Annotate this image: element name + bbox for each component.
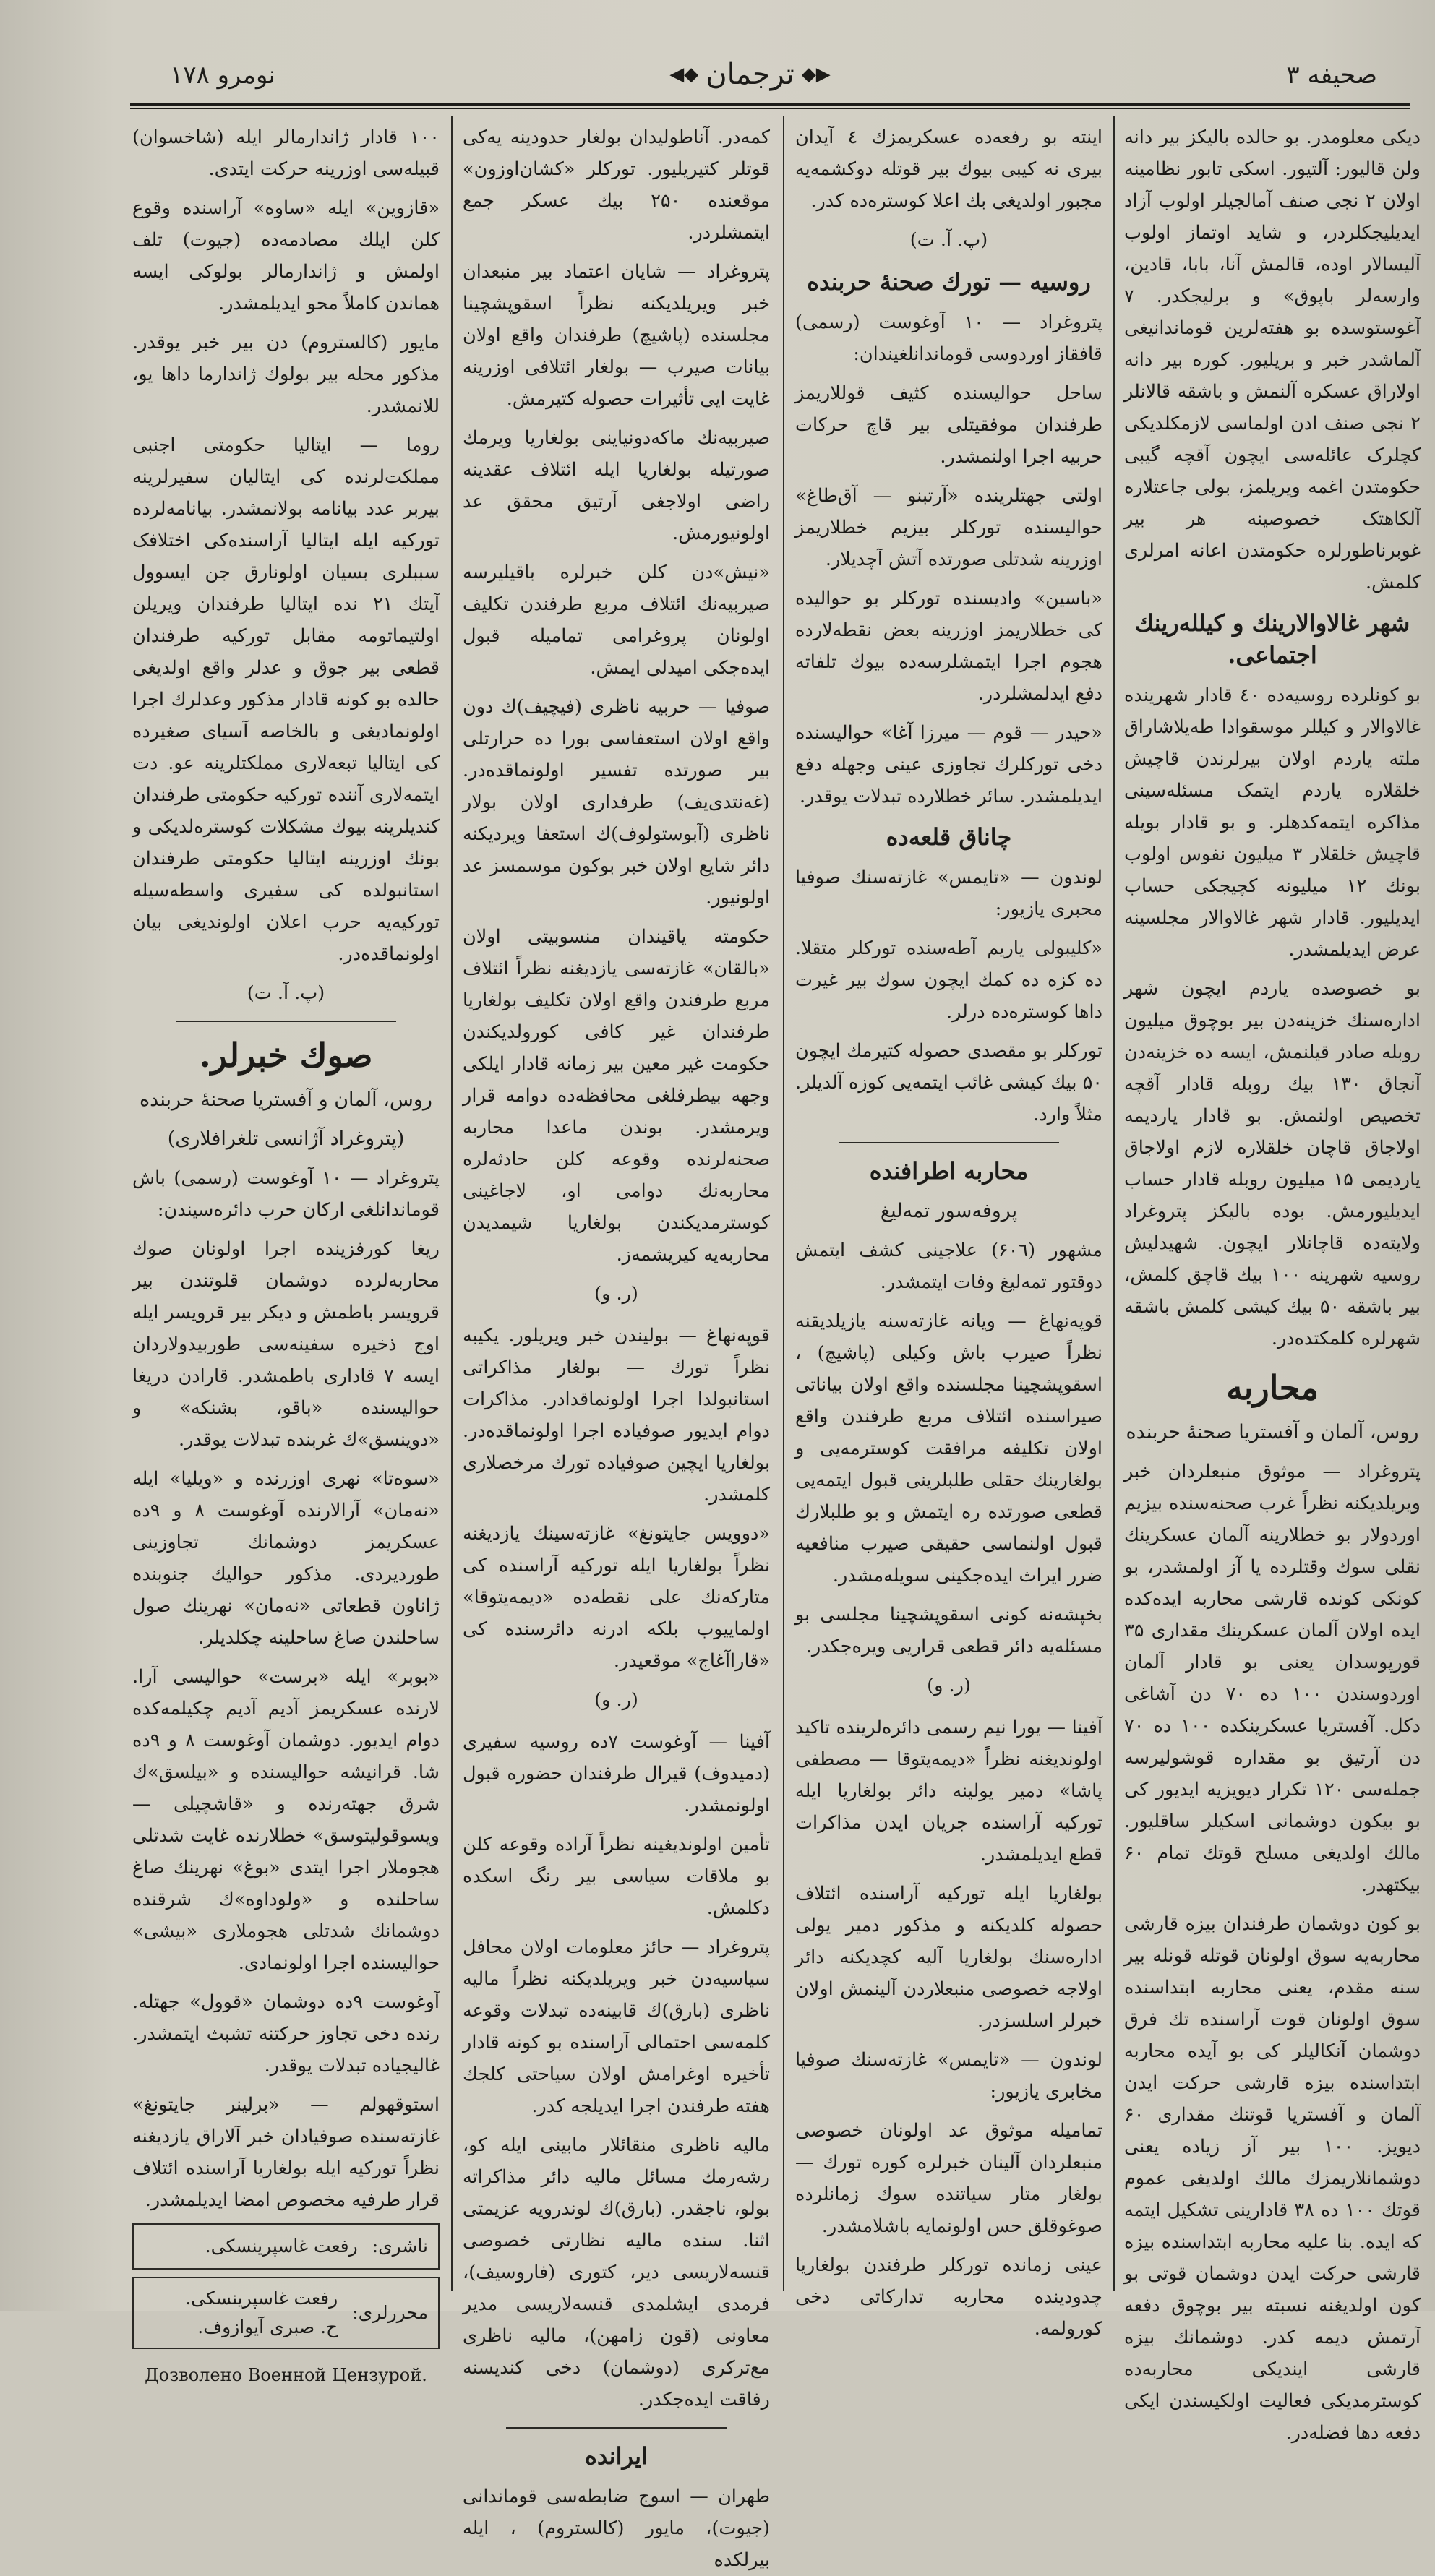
article-paragraph: صیربیه‌نك ماکه‌دونیاینی بولغاریا ویرمك صورتیله بولغاریا ایله ائتلاف عقدینه راضی اولاجغی آرتیق محقق عد اولونیورمش. xyxy=(463,427,770,544)
article-paragraph: روما — ایتالیا حکومتی اجنبی مملکت‌لرنده کی ایتالیان سفیرلرینه بیربر عدد بیانامه بولانمشدر. بیانامه‌لرده تورکیه ایله ایتالیا آراسنده‌کی اختلافک سببلری بسیان اولونارق جن ایسوول آیتك ۲۱ نده ایتالیا طرفندان ویریلن اولتیماتومه مقابل تورکیه طرفندان قطعی بیر جوق و عدلر واقع اولدیغی حالده بو کونه قادار مذکور وعدلرك اجرا اولونمادیغی و بالخاصه آسیای صغیرده کی ایتالیا تبعه‌لاری مملکتلرینه عو. دت ایتمه‌لاری آننده تورکیه حکومتی طرفندان کندیلرینه بیوك مشکلات کوستره‌لدیکی و بونك اوزرینه ایتالیا حکومتی طرفندان استانبولده کی سفیری واسطه‌سیله تورکیه‌یه حرب اعلان اولوندیغی بیان اولونماقده‌در. xyxy=(132,434,440,965)
editor-name: ح. صبری آیوازوف. xyxy=(197,2317,338,2337)
article-paragraph: آفینا — یورا نیم رسمی دائره‌لرینده تاکید اولوندیغنه نظراً «دیمه‌یتوقا — مصطفی پاشا» دمیر یولینه دائر بولغاریا ایله تورکیه آراسنده جریان ایدن مذاکرات قطع ایدیلمشدر. xyxy=(795,1717,1102,1866)
column-divider xyxy=(783,116,784,2291)
article-paragraph: پتروغراد — موثوق منبعلردان خبر ویریلدیکنه نظراً غرب صحنه‌سنده بیزیم اوردولار بو خطلارینه آلمان عسکرینك نقلی سوك وقتلرده یا آز اولمشدر، بو کونکی کونده قارشی محاربه ایده‌کده ایده اولان آلمان عسکرینك مقداری ۳۵ قورپوسدان یعنی بو قادار آلمان اوردوسندن ۱۰۰ ده ۷۰ دن آشاغی دکل. آفستریا عسکرینکده ۱۰۰ ده ۷۰ دن آرتیق بو مقداره قوشولیرسه جمله‌سی ۱۲۰ تکرار دیویزیه ایدیور کی بو بیکون دوشمانی اسکیلر ساقلیور. مالك اولدیغی مسلح قوتك تمام ۶۰ بیکتهدر. xyxy=(1124,1461,1421,1896)
source-signature: (ر. و) xyxy=(927,1675,971,1696)
masthead xyxy=(108,58,1392,101)
article-paragraph: تورکلر بو مقصدی حصوله کتیرمك ایچون ۵۰ بیك کیشی غائب ایتمه‌یی کوزه آلدیلر. مثلاً وارد. xyxy=(795,1040,1102,1125)
censorship-note: Дозволено Военной Цензурой. xyxy=(145,2365,427,2385)
article-paragraph: آفینا — آوغوست ۷ده روسیه سفیری (دمیدوف) قیرال طرفندان حضوره قبول اولونمشدر. xyxy=(463,1731,770,1816)
article-paragraph: طهران — اسوج ضابطه‌سی قوماندانی (جیوت)، مایور (کالستروم) ، ایله بیرلکده xyxy=(463,2486,770,2571)
article-paragraph: «بوبر» ایله «برست» حوالیسی آرا. لارنده عسکریمز آدیم آدیم چکیلمه‌کده دوام ایدیور. دوشمان آوغوست ۸ و ۹ده شا. قرانیشه حوالیسنده و «بیلسق»ك شرق جهته‌رنده و «قاشچیلی — ویسوقولیتوسق» خطلارنده غایت شدتلی هجوملار اجرا ایتدی «بوغ» نهرینك صاغ ساحلنده و «ولوداوه»ك شرقنده دوشمانك شدتلی هجوملاری «بیشی» حوالیسنده اجرا اولونمادی. xyxy=(132,1666,440,1974)
column-1 xyxy=(1124,121,1421,2444)
section-subheading: پروفه‌سور تمه‌لیغ xyxy=(880,1200,1018,1222)
article-paragraph: «کلیبولی یاریم آطه‌سنده تورکلر متقلا. ده کزه ده کمك ایچون سوك بیر غیرت داها کوستره‌ده درلر. xyxy=(795,937,1102,1023)
article-paragraph: دیکی معلومدر. بو حالده بالیکز بیر دانه ولن قالیور: آلتیور. اسکی تابور نظامینه اولان ۲ نجی صنف آمالجیلر اولوب آزاد ایدیلیجکلردر، و شاید اوتماز اولوب آلیسالار اوده، قالمش آنا، بابا، قادین، وارسه‌لر باپوق» و برلیجکدر. ۷ آغوستوسده بو هفته‌لرین قوماندانیغی آلماشدر خبر و بریلیور. کوره بیر دانه اولاراق عسکره آلنمش و باشقه قالانلر ۲ نجی صنف ادن اولماسی لازمکلدیکی کچلرک عائله‌سی ایچون آقچه گیبی حکومتدن اغمه ویریلمز، بولی جاعتلاره آلکاهتک خصوصینه هر بیر غوبرناطورلره حکومتدن اعانه امرلری کلمش. xyxy=(1124,126,1421,593)
article-paragraph: «دوویس جایتونغ» غازته‌سینك یازدیغنه نظراً بولغاریا ایله تورکیه آراسنده کی متارکه‌نك علی نقطه‌ده «دیمه‌یتوقا» اولماییوب بلکه ادرنه دائرسنده کی «قاراآغاج» موقعیدر. xyxy=(463,1523,770,1672)
source-signature: (ر. و) xyxy=(594,1689,638,1711)
issue-number: نومرو ۱۷۸ xyxy=(170,61,276,90)
section-heading-latest-news: صوك خبرلر. xyxy=(199,1036,373,1075)
source-signature: (ر. و) xyxy=(594,1283,638,1305)
article-paragraph: لوندون — «تایمس» غازته‌سنك صوفیا محبری یازیور: xyxy=(795,867,1102,920)
source-signature: (پ. آ. ت) xyxy=(909,229,988,251)
article-paragraph: صوفیا — حربیه ناظری (فیچیف)ك دون واقع اولان استعفاسی بورا ده حرارتلی بیر صورتده تفسیر اولونماقده‌در. (غه‌نتدی‌یف) طرفداری اولان بولار ناظری (آبوستولوف)ك استعفا ویردیکنه دائر شایع اولان خبر بوکون موسمسز عد اولونیور. xyxy=(463,696,770,909)
article-paragraph: ۱۰۰ قادار ژاندارمالر ایله (شاخسوان) قبیله‌سی اوزرینه حرکت ایتدی. xyxy=(132,126,440,180)
section-heading: شهر غالاوالارینك و کیلله‌رینك اجتماعی. xyxy=(1134,609,1410,669)
article-paragraph: آوغوست ۹ده دوشمان «قوول» جهتله. رنده دخی تجاوز حرکتنه تشبث ایتمشدر. غالیجیاده تبدلات یوقدر. xyxy=(132,1991,440,2077)
editors-box xyxy=(132,2277,440,2349)
divider-rule xyxy=(506,2427,727,2429)
article-paragraph: کمه‌در. آناطولیدان بولغار حدودینه یه‌کی قوتلر کتیریلیور. تورکلر «کشان‌اوزون» موقعنده ۲۵۰ بیك عسکر جمع ایتمشلردر. xyxy=(463,126,770,244)
article-paragraph: ریغا کورفزینده اجرا اولونان صوك محاربه‌لرده دوشمان قلوتندن بیر قرویسر باطمش و دیکر بیر قرویسر ایله اوج ذخیره سفینه‌سی طوربیدولاردان ایسه ۷ قاداری باطمشدر. قارادن دریغا حوالیسنده «باقو، بشنکه» و «دوینسق»ك غربنده تبدلات یوقدر. xyxy=(132,1238,440,1451)
section-heading-war: محاربه xyxy=(1225,1368,1319,1407)
section-heading: ایرانده xyxy=(585,2442,648,2470)
editors-label: محررلری: xyxy=(352,2302,428,2323)
page-number: صحیفه ۳ xyxy=(1286,61,1377,90)
source-signature: (پ. آ. ت) xyxy=(247,982,325,1004)
article-paragraph: تمامیله موثوق عد اولونان خصوصی منبعلردان آلینان خبرلره کوره تورك — بولغار متار سیاتنده سوك زمانلرده صوغوقلق حس اولونمایه باشلامشدر. xyxy=(795,2120,1102,2237)
article-paragraph: «نیش»دن کلن خبرلره باقیلیرسه صیربیه‌نك ائتلاف مربع طرفندن تکلیف اولونان پروغرامی تمامیله قبول ایده‌جکی امیدلی ایمش. xyxy=(463,562,770,679)
article-paragraph: اینته بو رفعه‌ده عسکریمزك ٤ آیدان بیری نه کیبی بیوك بیر قوتله دوکشمه‌یه مجبور اولدیغی بك اعلا کوستره‌ده کدر. xyxy=(795,126,1103,212)
divider-rule xyxy=(176,1021,396,1022)
article-paragraph: «حیدر — قوم — میرزا آغا» حوالیسنده دخی تورکلرك تجاوزی عینی وجهله دفع ایدیلمشدر. سائر خطلارده تبدلات یوقدر. xyxy=(795,722,1102,807)
article-paragraph: قوپه‌نهاغ — بولیندن خبر ویریلور. یکیبه نظراً تورك — بولغار مذاکراتی استانبولدا اجرا اولونماقدادر. مذاکرات دوام ایدیور صوفیاده اجرا اولونماقده‌در. بولغاریا ایچین صوفیاده تورك مرخصلاری کلمشدر. xyxy=(463,1325,770,1506)
section-subheading-agency: (پتروغراد آژانسی تلغرافلاری) xyxy=(167,1128,405,1150)
article-paragraph: مشهور (۶۰٦) علاجینی کشف ایتمش دوقتور تمه‌لیغ وفات ایتمشدر. xyxy=(795,1240,1102,1293)
article-paragraph: پتروغراد — ۱۰ آوغوست (رسمی) باش قوماندانلغی ارکان حرب دائره‌سیندن: xyxy=(132,1167,440,1221)
column-divider xyxy=(1113,116,1115,2291)
editors-names xyxy=(185,2284,338,2342)
publisher-box xyxy=(132,2223,440,2270)
masthead-title-block xyxy=(669,58,831,91)
article-paragraph: بو خصوصده یاردم ایچون شهر اداره‌سنك خزینه‌دن بیر بوچوق میلیون روبله صادر قیلنمش، ایسه ده خزینه‌دن آنجاق ۱۳۰ بیك روبله قادار آقچه تخصیص اولنمش. بو قادار یاردیمه اولاجاق قاچان خلقلاره لازم اولاجاق یاردیمی ۱۵ میلیون روبله قادار حساب ایدیلیورمش. بوده بالیکز پتروغراد ولایته‌ده قاچانلار ایچون. شهیدلیش روسیه شهرینه ۱۰۰ بیك قاچق کلمش، بیر باشقه ۵۰ بیك کیشی کلمش باشقه شهرلره کلمکتده‌در. xyxy=(1124,978,1421,1349)
section-heading: روسیه — تورك صحنهٔ حربنده xyxy=(807,268,1091,296)
article-paragraph: بخپشه‌نه کونی اسقوپشچینا مجلسی بو مسئله‌یه دائر قطعی قراریی ویره‌جکدر. xyxy=(795,1604,1102,1657)
article-paragraph: «باسین» وادیسنده تورکلر بو حوالیده کی خطلاریمز اوزرینه بعض نقطه‌لارده هجوم اجرا ایتمشلرسه‌ده بیوك تلفاته دفع ایدلمشلردر. xyxy=(795,588,1102,705)
article-paragraph: بو کونلرده روسیه‌ده ٤٠ قادار شهرینده غالاوالار و کیللر موسقوادا طه‌یلاشاراق ملته یاردم اولان بیرلرندن قاچیش خلقلاره یاردم ایتمک مسئله‌سینی مذاکره ایتمه‌کدهلر. و بو قادار بویله قاچیش خلقلار ۳ میلیون نفوس اولوب بونك ۱۲ میلیونه کچیجکی حساب ایدیلیور. قادار شهر غالاوالار مجلسینه عرض ایدیلمشدر. xyxy=(1124,684,1421,961)
section-subheading: روس، آلمان و آفستریا صحنهٔ حربنده xyxy=(1126,1421,1419,1443)
column-4 xyxy=(132,121,440,2385)
divider-rule xyxy=(839,1142,1059,1143)
column-2 xyxy=(795,121,1103,2340)
newspaper-title: ترجمان xyxy=(706,58,794,91)
ornament-right-icon: ◀◆ xyxy=(669,64,699,85)
article-paragraph: مالیه ناظری منقائلار مابینی ایله کو، رشه‌رمك مسائل مالیه دائر مذاکراته بولو، ناجقدر. (بارق)ك لوندرویه عزیمتی اثنا. سنده مالیه نظارتی خصوصی قنسه‌لاریسی دیر، کتوری (فاروسیف)، فرمدی ایشلمدی قنسه‌لاریسی مدیر معاونی (قون زامهن)، مالیه ناظری مع‌ترکری (دوشمان) دخی کندیسنه رفاقت ایده‌جکدر. xyxy=(463,2134,770,2410)
article-paragraph: لوندون — «تایمس» غازته‌سنك صوفیا مخابری یازیور: xyxy=(795,2049,1102,2103)
article-paragraph: «سوه‌تا» نهری اوزرنده و «ویلیا» ایله «نه‌مان» آرالارنده آوغوست ۸ و ۹ده عسکریمز دوشمانك تجاوزینی طوردیردی. مذکور حوالیك جنوبنده ژاناون قطعاتی «نه‌مان» نهرینك صول ساحلندن صاغ ساحلینه چکلدیلر. xyxy=(132,1468,440,1649)
article-paragraph: پتروغراد — شایان اعتماد بیر منبعدان خبر ویریلدیکنه نظراً اسقوپشچینا مجلسنده (پاشیچ) طرفندان واقع اولان بیانات صیرب — بولغار ائتلافی اوزرینه غایت ایی تأثیرات حصوله کتیرمش. xyxy=(463,261,770,410)
article-paragraph: پتروغراد — ۱۰ آوغوست (رسمی) قافقاز اوردوسی قوماندانلغیندان: xyxy=(795,312,1102,365)
article-paragraph: قوپه‌نهاغ — ویانه غازته‌سنه یازیلدیقنه نظراً صیرب باش وکیلی (پاشیچ) ، اسقوپشچینا مجلسنده واقع اولان بیاناتی صیراسنده ائتلاف مربع طرفندن واقع اولان تکلیفه مرافقت کوسترمه‌یی و بولغارینك حقلی طلبلرینی قبول ایتمه‌یی قطعی صورتده ره ایتمش و بو طلبلارك قبول اولنماسی حقیقی صیرب منافعیه ضرر ایراث ایده‌جکینی سویله‌مشدر. xyxy=(795,1310,1102,1587)
article-paragraph: عینی زمانده تورکلر طرفندن بولغاریا چدودینده محاربه تدارکاتی دخی کورولمه. xyxy=(795,2254,1102,2340)
ornament-left-icon: ◆▶ xyxy=(801,64,831,85)
editor-name: رفعت غاسپرینسکی. xyxy=(185,2288,338,2309)
publisher-label: ناشری: xyxy=(372,2236,428,2257)
section-subheading: روس، آلمان و آفستریا صحنهٔ حربنده xyxy=(140,1089,432,1111)
article-paragraph: ساحل حوالیسنده کثیف قوللاریمز طرفندان موفقیتلی بیر قاچ حرکات حربیه اجرا اولنمشدر. xyxy=(795,382,1102,468)
section-heading: محاربه اطرافنده xyxy=(869,1157,1029,1185)
article-paragraph: بو کون دوشمان طرفندان بیزه قارشی محاربه‌یه سوق اولونان قوتله قونله بیر سنه مقدم، یعنی محاربه ابتداسنده سوق اولونان قوت آراسنده تك فرق دوشمان آنکالیلر کی بو آیده محاربه ابتداسنده بیزه قارشی حرکت ایدن آلمان و آفستریا قوتنك مقداری ۶۰ دیویز. ۱۰۰ بیر آز زیاده یعنی دوشمانلاریمزك مالك اولدیغی عموم قوتك ۱۰۰ ده ۳۸ قادارینی تشکیل ایتمه که ایده. بنا علیه محاربه ابتداسنده بیزه قارشی حرکت ایدن دوشمان قوتی بو کون اولدیغنه نسبته بیر بوچوق دفعه آرتمش دیمه کدر. دوشمانك بیزه قارشی ایندیکی محاربه‌ده کوسترمدیکی فعالیت اولکیسندن ایکی دفعه دها فضله‌در. xyxy=(1124,1913,1421,2444)
column-divider xyxy=(451,116,453,2291)
publisher-name: رفعت غاسپرینسکی. xyxy=(205,2236,358,2257)
section-heading: چاناق قلعه‌ده xyxy=(886,823,1012,851)
article-paragraph: اولتی جهتلرینده «آرتبنو — آق‌طاغ» حوالیسنده تورکلر بیزیم خطلاریمز اوزرینه شدتلی صورتده آتش آچدیلار. xyxy=(795,485,1102,570)
article-paragraph: بولغاریا ایله تورکیه آراسنده ائتلاف حصوله کلدیکنه و مذکور دمیر یولی اداره‌سنك بولغاریا آلیه کچدیکنه دائر اولاجه خصوصی منبعلاردن آلینمش اولان خبرلر اسلسزدر. xyxy=(795,1883,1102,2032)
article-paragraph: مایور (کالستروم) دن بیر خبر یوقدر. مذکور محله بیر بولوك ژاندارما داها یو، للانمشدر. xyxy=(132,332,440,417)
column-3 xyxy=(463,121,770,2571)
article-paragraph: تأمین اولوندیغینه نظراً آراده وقوعه کلن بو ملاقات سیاسی بیر رنگ اسکده دکلمش. xyxy=(463,1834,770,1919)
article-paragraph: پتروغراد — حائز معلومات اولان محافل سیاسیه‌دن خبر ویریلدیکنه نظراً مالیه ناظری (بارق)ك قابینه‌ده تبدلات وقوعه کلمه‌سی احتمالی آراسنده بو کونه قادار تأخیره اوغرامش اولان سیاحتی کلجك هفته طرفندن اجرا ایدیلجه کدر. xyxy=(463,1936,770,2117)
article-paragraph: حکومته یاقیندان منسوبیتی اولان «بالقان» غازته‌سی یازدیغنه نظراً ائتلاف مربع طرفندن واقع اولان تکلیف بولغاریا طرفندان غیر کافی کورولدیکندن حکومت غیر معین بیر زمانه قادار ایلکی وجهه بیطرفلغی محافظه‌ده دوامه قرار ویرمشدر. بوندن ماعدا محاربه صحنه‌لرنده وقوعه کلن حادثه‌لره محاربه‌نك دوامی او، لاجاغینی کوسترمدیکندن بولغاریا شیمدیدن محاربه‌یه کیریشمه‌ز. xyxy=(463,926,770,1266)
article-paragraph: استوقهولم — «برلینر جایتونغ» غازته‌سنده صوفیادان خبر آلاراق یازدیغنه نظراً تورکیه ایله بولغاریا آراسنده ائتلاف قرار طرفیه مخصوص امضا ایدیلمشدر. xyxy=(132,2094,440,2211)
masthead-rule-thin xyxy=(130,108,1410,109)
masthead-rule xyxy=(130,103,1410,106)
article-paragraph: «قازوین» ایله «ساوه» آراسنده وقوع کلن ایلك مصادمه‌ده (جیوت) تلف اولمش و ژاندارمالر بولوکی ایسه هماندن کاملاً محو ایدیلمشدر. xyxy=(132,197,440,314)
